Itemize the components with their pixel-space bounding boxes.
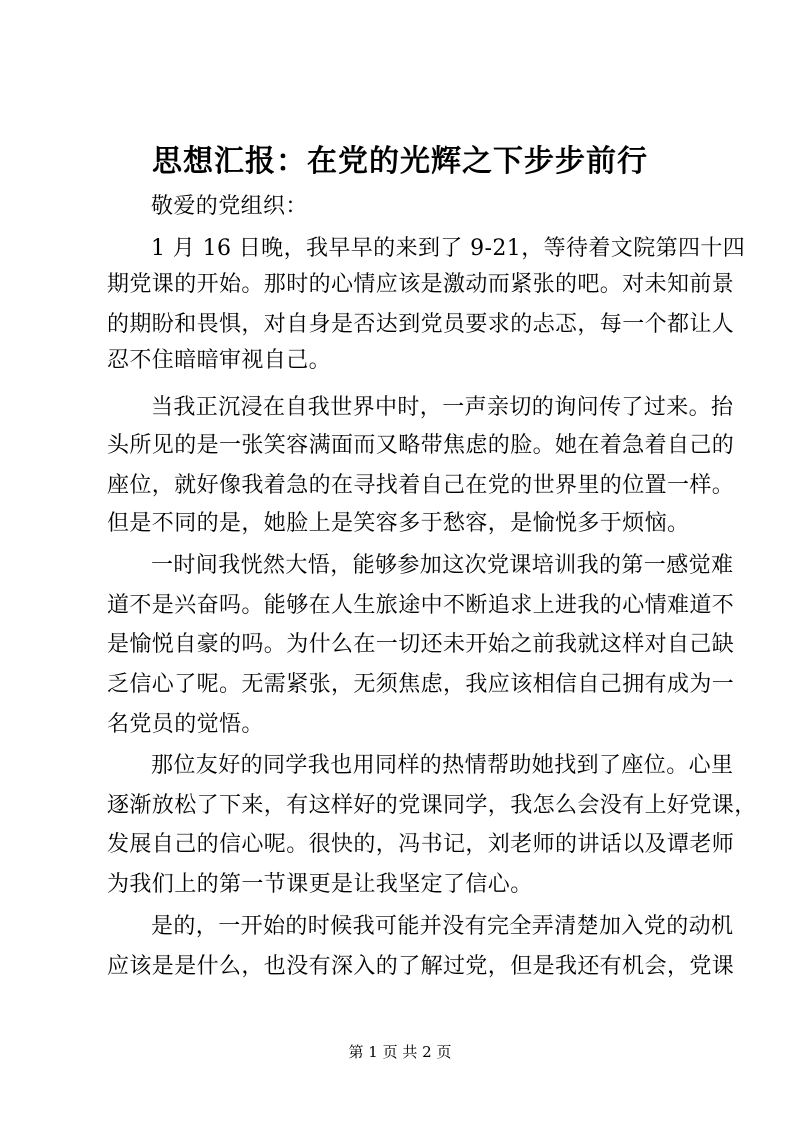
paragraph-line: 头所见的是一张笑容满面而又略带焦虑的脸。她在着急着自己的 [107, 433, 735, 458]
paragraph-line: 但是不同的是，她脸上是笑容多于愁容，是愉悦多于烦恼。 [107, 511, 690, 536]
paragraph-line: 当我正沉浸在自我世界中时，一声亲切的询问传了过来。抬 [151, 395, 734, 420]
paragraph-line: 是愉悦自豪的吗。为什么在一切还未开始之前我就这样对自己缺 [107, 632, 735, 657]
paragraph-line: 发展自己的信心呢。很快的，冯书记，刘老师的讲话以及谭老师 [107, 832, 735, 857]
paragraph-line: 座位，就好像我着急的在寻找着自己在党的世界里的位置一样。 [107, 473, 735, 498]
paragraph-line: 名党员的觉悟。 [107, 712, 264, 737]
paragraph-line: 一时间我恍然大悟，能够参加这次党课培训我的第一感觉难 [151, 553, 734, 578]
paragraph-line: 忍不住暗暗审视自己。 [107, 348, 332, 373]
paragraph-line: 应该是是什么，也没有深入的了解过党，但是我还有机会，党课 [107, 954, 735, 979]
paragraph-line: 是的，一开始的时候我可能并没有完全弄清楚加入党的动机 [151, 914, 734, 939]
paragraph-line: 道不是兴奋吗。能够在人生旅途中不断追求上进我的心情难道不 [107, 593, 735, 618]
paragraph-line: 1 月 16 日晚，我早早的来到了 9-21，等待着文院第四十四 [151, 236, 746, 261]
paragraph-line: 期党课的开始。那时的心情应该是激动而紧张的吧。对未知前景 [107, 272, 735, 297]
paragraph-line: 乏信心了呢。无需紧张，无须焦虑，我应该相信自己拥有成为一 [107, 672, 735, 697]
document-title: 思想汇报：在党的光辉之下步步前行 [152, 144, 648, 179]
paragraph-line: 逐渐放松了下来，有这样好的党课同学，我怎么会没有上好党课， [107, 793, 757, 818]
salutation-line: 敬爱的党组织： [151, 194, 308, 219]
paragraph-line: 的期盼和畏惧，对自身是否达到党员要求的忐忑，每一个都让人 [107, 312, 735, 337]
paragraph-line: 为我们上的第一节课更是让我坚定了信心。 [107, 872, 533, 897]
page-number-footer: 第 1 页 共 2 页 [348, 1043, 452, 1061]
paragraph-line: 那位友好的同学我也用同样的热情帮助她找到了座位。心里 [151, 753, 734, 778]
